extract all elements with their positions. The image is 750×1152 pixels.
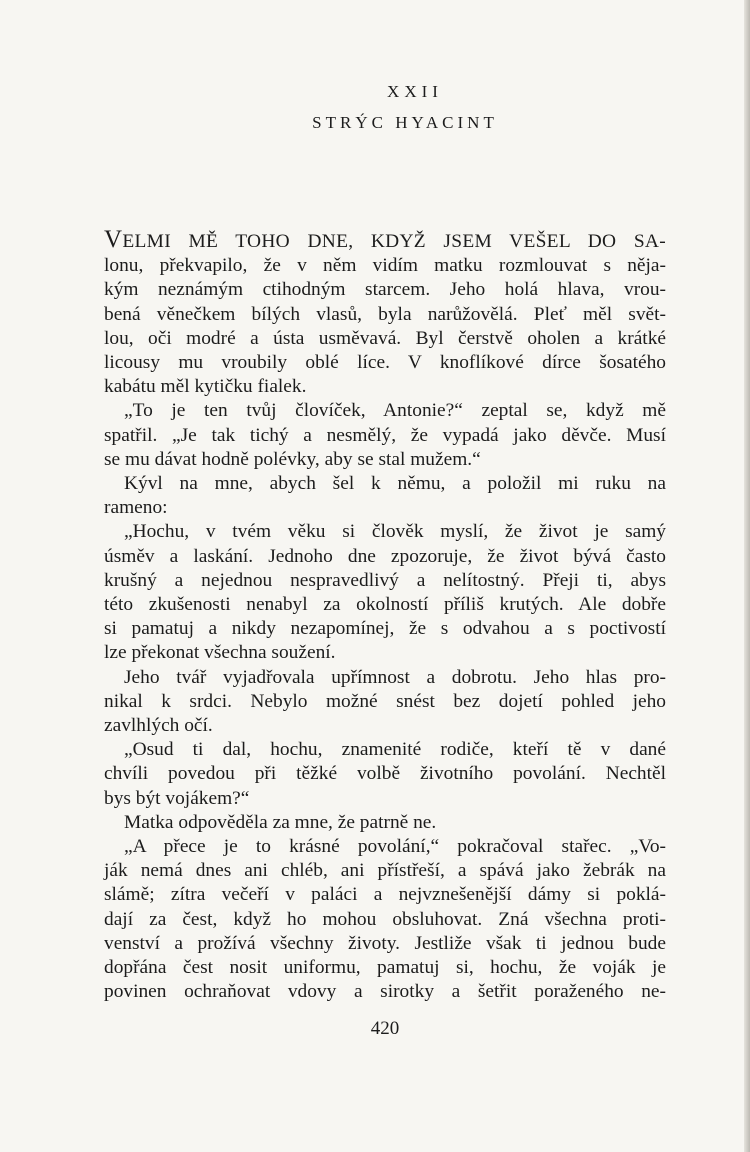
text-line: chvíli povedou při těžké volbě životního povolání. Nechtěl	[104, 763, 666, 785]
text-line: dopřána čest nosit uniformu, pamatuj si, hochu, že voják je	[104, 957, 666, 979]
text-line: spatřil. „Je tak tichý a nesmělý, že vypadá jako děvče. Musí	[104, 424, 666, 446]
text-line: povinen ochraňovat vdovy a sirotky a šetřit poraženého ne-	[104, 981, 666, 1003]
text-line: lze překonat všechna soužení.	[104, 642, 336, 664]
text-line: „Osud ti dal, hochu, znamenité rodiče, kteří tě v dané	[124, 739, 666, 761]
text-line: se mu dávat hodně polévky, aby se stal mužem.“	[104, 448, 481, 470]
text-line: Kývl na mne, abych šel k němu, a položil mi ruku na	[124, 473, 666, 495]
text-line: zavlhlých očí.	[104, 715, 213, 737]
page-number: 420	[370, 1018, 400, 1039]
text-line: nikal k srdci. Nebylo možné snést bez dojetí pohled jeho	[104, 690, 666, 712]
text-line: rameno:	[104, 497, 168, 519]
text-line: úsměv a laskání. Jednoho dne zpozoruje, že život bývá často	[104, 545, 666, 567]
opening-capital: V	[104, 226, 123, 253]
text-line: „Hochu, v tvém věku si člověk myslí, že život je samý	[124, 521, 666, 543]
text-line: krušný a nejednou nespravedlivý a nelítostný. Přeji ti, abys	[104, 569, 666, 591]
text-line: bys být vojákem?“	[104, 787, 250, 809]
text-line: lou, oči modré a ústa usměvavá. Byl čerstvě oholen a krátké	[104, 327, 666, 349]
text-line: této zkušenosti nenabyl za okolností příliš krutých. Ale dobře	[104, 594, 666, 616]
text-line: bená věnečkem bílých vlasů, byla narůžovělá. Pleť měl svět-	[104, 303, 666, 325]
text-line: Jeho tvář vyjadřovala upřímnost a dobrotu. Jeho hlas pro-	[124, 666, 666, 688]
text-line: kým neznámým ctihodným starcem. Jeho holá hlava, vrou-	[104, 279, 666, 301]
chapter-number: XXII	[387, 82, 443, 101]
text-line: „To je ten tvůj človíček, Antonie?“ zeptal se, když mě	[124, 400, 666, 422]
opening-words: ELMI MĚ TOHO DNE, KDYŽ JSEM VEŠEL DO SA-	[122, 231, 666, 252]
text-line: kabátu měl kytičku fialek.	[104, 376, 307, 398]
text-line: „A přece je to krásné povolání,“ pokračoval stařec. „Vo-	[124, 836, 666, 858]
body-text	[104, 228, 666, 1005]
page-edge-shadow	[744, 0, 750, 1152]
text-line: lonu, překvapilo, že v něm vidím matku rozmlouvat s něja-	[104, 255, 666, 277]
text-line: slámě; zítra večeří v paláci a nejvznešenější dámy si poklá-	[104, 884, 666, 906]
text-line: si pamatuj a nikdy nezapomínej, že s odvahou a s poctivostí	[104, 618, 666, 640]
chapter-title: STRÝC HYACINT	[312, 113, 498, 132]
opening-line	[104, 228, 666, 254]
text-line: dají za čest, když ho mohou obsluhovat. Zná všechna proti-	[104, 908, 666, 930]
text-line: venství a prožívá všechny životy. Jestliže však ti jednou bude	[104, 932, 666, 954]
text-line: Matka odpověděla za mne, že patrně ne.	[124, 811, 437, 833]
chapter-header	[0, 82, 750, 133]
text-line: licousy mu vroubily oblé líce. V knoflíkové dírce šosatého	[104, 352, 666, 374]
text-line: ják nemá dnes ani chléb, ani přístřeší, a spává jako žebrák na	[104, 860, 666, 882]
